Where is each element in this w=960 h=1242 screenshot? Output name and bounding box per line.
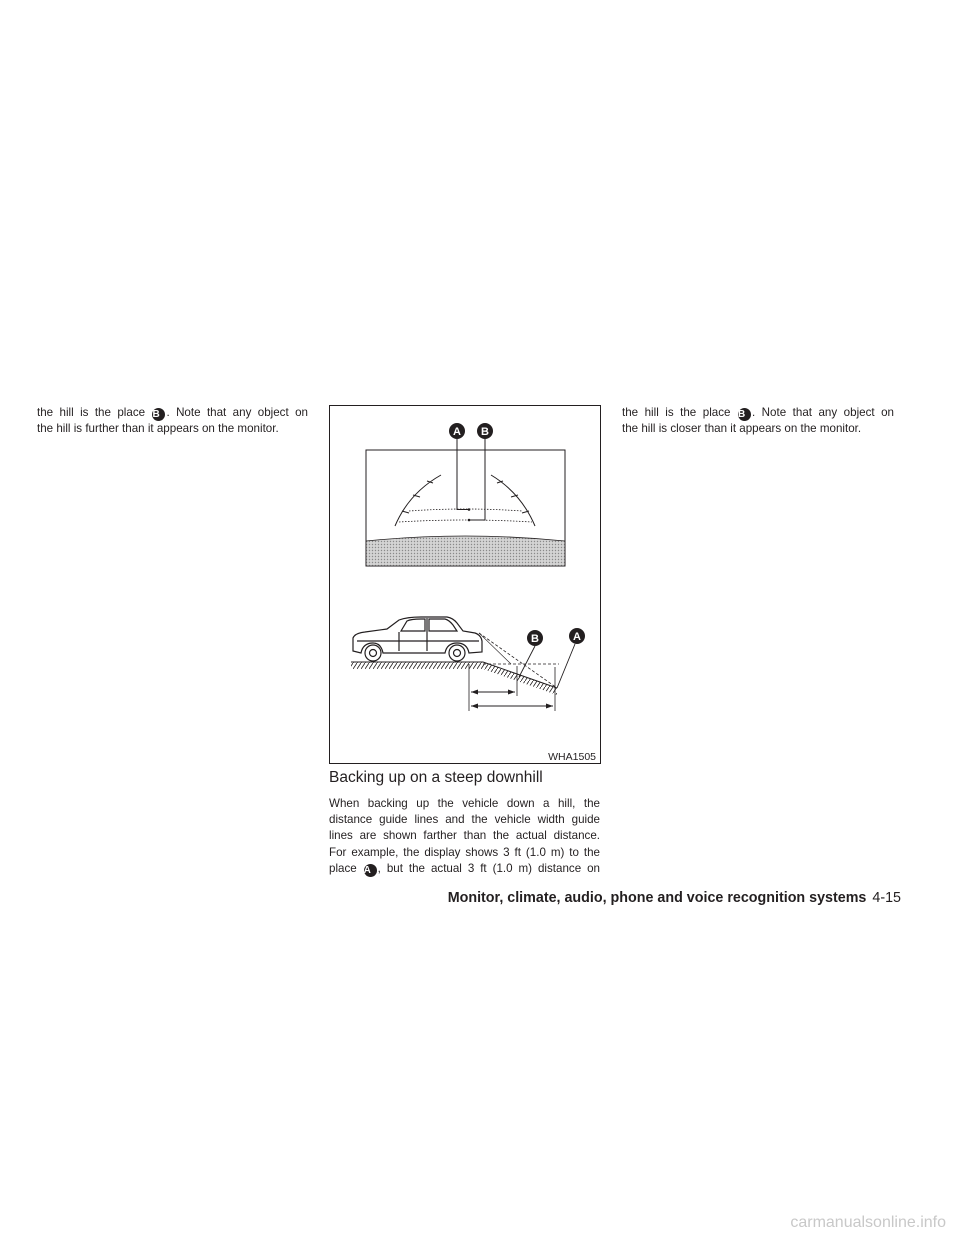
col3-line1-post: . Note that any object on [751,406,894,419]
col1-line-1 [37,405,308,421]
callout-b-badge-2: B [738,408,751,421]
section-line-3: lines are shown farther than the actual distance. [329,829,600,843]
col1-line1-post: . Note that any object on [166,406,308,419]
page-footer [448,890,901,906]
monitor-callout-a [449,423,465,439]
monitor-label-b: B [481,426,489,438]
column-3-text [622,405,894,437]
side-callout-a [569,628,585,644]
section-line5-pre: place [329,861,357,875]
figure-illustration [329,405,601,764]
watermark: carmanualsonline.info [790,1214,946,1231]
col1-line-2: the hill is further than it appears on the monitor. [37,422,279,436]
callout-b-badge: B [152,408,165,421]
section-line5-post: , but the actual 3 ft (1.0 m) distance on [377,861,600,875]
section-line-2: distance guide lines and the vehicle width guide [329,813,600,827]
side-label-a: A [573,631,581,643]
monitor-screen [366,438,565,566]
figure-code: WHA1505 [548,751,596,763]
section-line-1: When backing up the vehicle down a hill, the [329,797,600,810]
col3-line1-pre: the hill is the place [622,406,731,419]
section-line-4: For example, the display shows 3 ft (1.0 m) to the [329,845,600,859]
monitor-callout-b [477,423,493,439]
section-body-text [329,796,600,877]
monitor-label-a: A [453,426,461,438]
section-heading: Backing up on a steep downhill [329,769,543,786]
callout-a-badge: A [364,864,377,877]
side-label-b: B [531,633,539,645]
column-1-text [37,405,308,437]
col3-line-1 [622,405,894,421]
page-number: 4-15 [872,890,901,906]
side-callout-b [527,630,543,646]
backing-downhill-figure [329,405,601,764]
col3-line-2: the hill is closer than it appears on the monitor. [622,422,862,436]
footer-section-title: Monitor, climate, audio, phone and voice recognition systems [447,890,867,906]
col1-line1-pre: the hill is the place [37,406,146,419]
section-line-5 [329,861,600,877]
